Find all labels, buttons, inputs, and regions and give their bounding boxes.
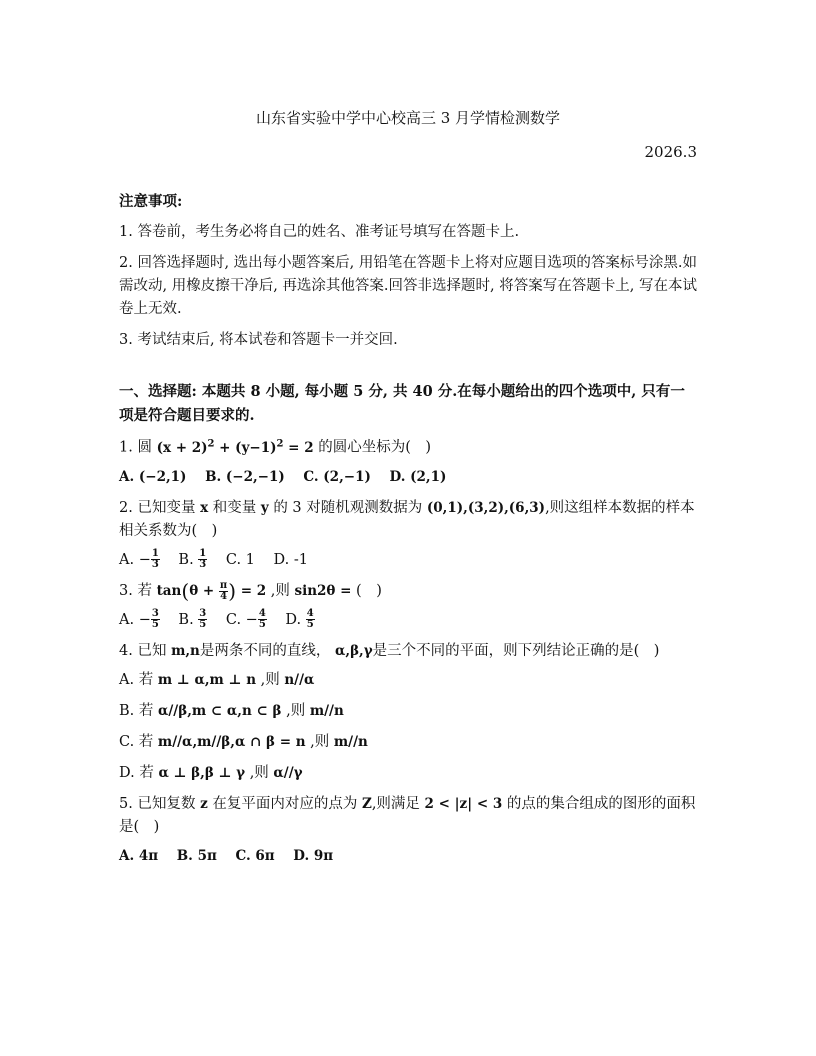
fraction [198, 609, 207, 630]
math-expression: $(x + 2)^2 + (y-1)^2 = 2$ [156, 438, 314, 456]
question-number: 1. [119, 439, 133, 456]
fraction-numerator: 1 [151, 548, 159, 559]
section-heading: 一、选择题: 本题共 8 小题, 每小题 5 分, 共 40 分.在每小题给出的四个选项中, 只有一项是符合题目要求的. [119, 383, 685, 424]
question-text: 5. 已知复数 [119, 795, 196, 812]
fraction-denominator: 3 [199, 559, 207, 570]
exam-date: 2026.3 [644, 143, 697, 161]
option-d [285, 609, 314, 632]
option-c: C. 1 [225, 551, 255, 568]
option-label: D. 若 [119, 764, 154, 781]
fraction-numerator: 3 [199, 608, 207, 619]
question-text: ,则 [270, 582, 290, 599]
option-c: C. (2,−1) [303, 468, 371, 485]
math-variable: y [260, 499, 269, 516]
fraction-denominator: 5 [306, 619, 314, 630]
math-expression: tan(θ + $\frac{\pi}{4}$ ) = 2 [156, 578, 267, 603]
option-label: A. − [119, 551, 151, 568]
question-text: ( ) [356, 582, 382, 599]
page-title: 山东省实验中学中心校高三 3 月学情检测数学 [255, 109, 561, 127]
equation-rhs: = 2 [240, 582, 267, 599]
fraction-denominator: 3 [151, 559, 159, 570]
question-2-options [119, 549, 699, 572]
math-expression: α//β,m ⊂ α,n ⊂ β [157, 702, 282, 719]
math-expression: n//α [284, 671, 315, 688]
exam-content [119, 190, 699, 876]
option-text: ,则 [286, 702, 306, 719]
option-b: B. (−2,−1) [205, 468, 285, 485]
question-text: 是两条不同的直线， [199, 642, 331, 659]
option-label: D. [285, 611, 302, 628]
option-d [119, 762, 699, 785]
question-4 [119, 640, 699, 663]
question-3-options [119, 609, 699, 632]
question-text: 是三个不同的平面，则下列结论正确的是( ) [372, 642, 660, 659]
option-d: D. -1 [273, 551, 308, 568]
question-2 [119, 497, 699, 543]
fraction [151, 549, 160, 570]
option-a: A. 4π [119, 847, 159, 864]
question-text: 若 [137, 582, 152, 599]
option-label: C. − [225, 611, 258, 628]
math-variable: Z [361, 795, 372, 812]
option-b [119, 700, 699, 723]
math-expression: m//n [333, 733, 368, 750]
math-expression: α ⊥ β,β ⊥ γ [158, 764, 246, 781]
option-c: C. 6π [235, 847, 275, 864]
notice-heading: 注意事项: [119, 193, 183, 210]
question-number: 2. [119, 499, 133, 516]
question-text: ,则满足 [371, 795, 420, 812]
option-label: A. − [119, 611, 151, 628]
option-label: B. [178, 611, 194, 628]
option-label: C. 若 [119, 733, 154, 750]
math-expression: m//n [309, 702, 344, 719]
fraction [219, 581, 228, 602]
math-variable: x [200, 499, 209, 516]
fraction [151, 609, 160, 630]
notice-item-2: 2. 回答选择题时, 选出每小题答案后, 用铅笔在答题卡上将对应题目选项的答案标号涂黑.如需改动, 用橡皮擦干净后, 再选涂其他答案.回答非选择题时, 将答案写在答题卡上, 写在本试卷上无效. [119, 255, 697, 317]
fraction-numerator: 4 [258, 608, 266, 619]
fraction-denominator: 5 [258, 619, 266, 630]
option-c [226, 609, 267, 632]
fraction-numerator: 4 [306, 608, 314, 619]
math-expression: (0,1),(3,2),(6,3) [426, 499, 546, 516]
question-5-options [119, 845, 699, 868]
math-expression: m,n [171, 642, 200, 659]
option-b [178, 549, 207, 572]
question-text: 和变量 [212, 499, 257, 516]
question-text: 4. 已知 [119, 642, 167, 659]
option-label: B. 若 [119, 702, 154, 719]
fraction-numerator: 1 [199, 548, 207, 559]
fraction-numerator: π [219, 579, 228, 591]
question-text: 圆 [137, 439, 152, 456]
math-expression: α,β,γ [334, 642, 373, 659]
math-variable: z [200, 795, 208, 812]
fraction [258, 609, 267, 630]
notice-item-1: 1. 答卷前，考生务必将自己的姓名、准考证号填写在答题卡上. [119, 224, 520, 240]
option-text: ,则 [310, 733, 330, 750]
fraction-denominator: 5 [199, 619, 207, 630]
question-text: 在复平面内对应的点为 [212, 795, 358, 812]
math-expression: α//γ [273, 764, 303, 781]
option-a [119, 609, 160, 632]
option-text: ,则 [260, 671, 280, 688]
fraction [198, 549, 207, 570]
question-1 [119, 432, 699, 460]
option-d: D. 9π [293, 847, 334, 864]
option-a [119, 669, 699, 692]
option-d: D. (2,1) [389, 468, 447, 485]
math-expression: sin2θ = [294, 582, 352, 599]
option-c [119, 731, 699, 754]
fraction-denominator: 4 [220, 590, 228, 602]
option-label: A. 若 [119, 671, 154, 688]
math-expression: m//α,m//β,α ∩ β = n [157, 733, 306, 750]
question-number: 3. [119, 582, 133, 599]
fraction [306, 609, 315, 630]
fraction-numerator: 3 [151, 608, 159, 619]
math-expression: 2 < |z| < 3 [424, 795, 503, 812]
question-text: 的圆心坐标为( ) [318, 439, 432, 456]
tan-function: tan [156, 582, 182, 599]
option-b [178, 609, 207, 632]
question-text: ,则这组样本数据的样本相关系数为( ) [119, 499, 695, 539]
question-text: 已知变量 [137, 499, 196, 516]
option-text: ,则 [249, 764, 269, 781]
option-a: A. (−2,1) [119, 468, 187, 485]
option-label: B. [178, 551, 194, 568]
option-b: B. 5π [176, 847, 217, 864]
fraction-denominator: 5 [151, 619, 159, 630]
question-1-options [119, 466, 699, 489]
notice-item-3: 3. 考试结束后, 将本试卷和答题卡一并交回. [119, 332, 398, 348]
option-a [119, 549, 160, 572]
question-text: 的 3 对随机观测数据为 [273, 499, 423, 516]
question-3 [119, 580, 699, 603]
question-text: 的点的集合组成的图形的面积是( ) [119, 795, 696, 835]
math-expression: m ⊥ α,m ⊥ n [157, 671, 257, 688]
question-5 [119, 793, 699, 839]
